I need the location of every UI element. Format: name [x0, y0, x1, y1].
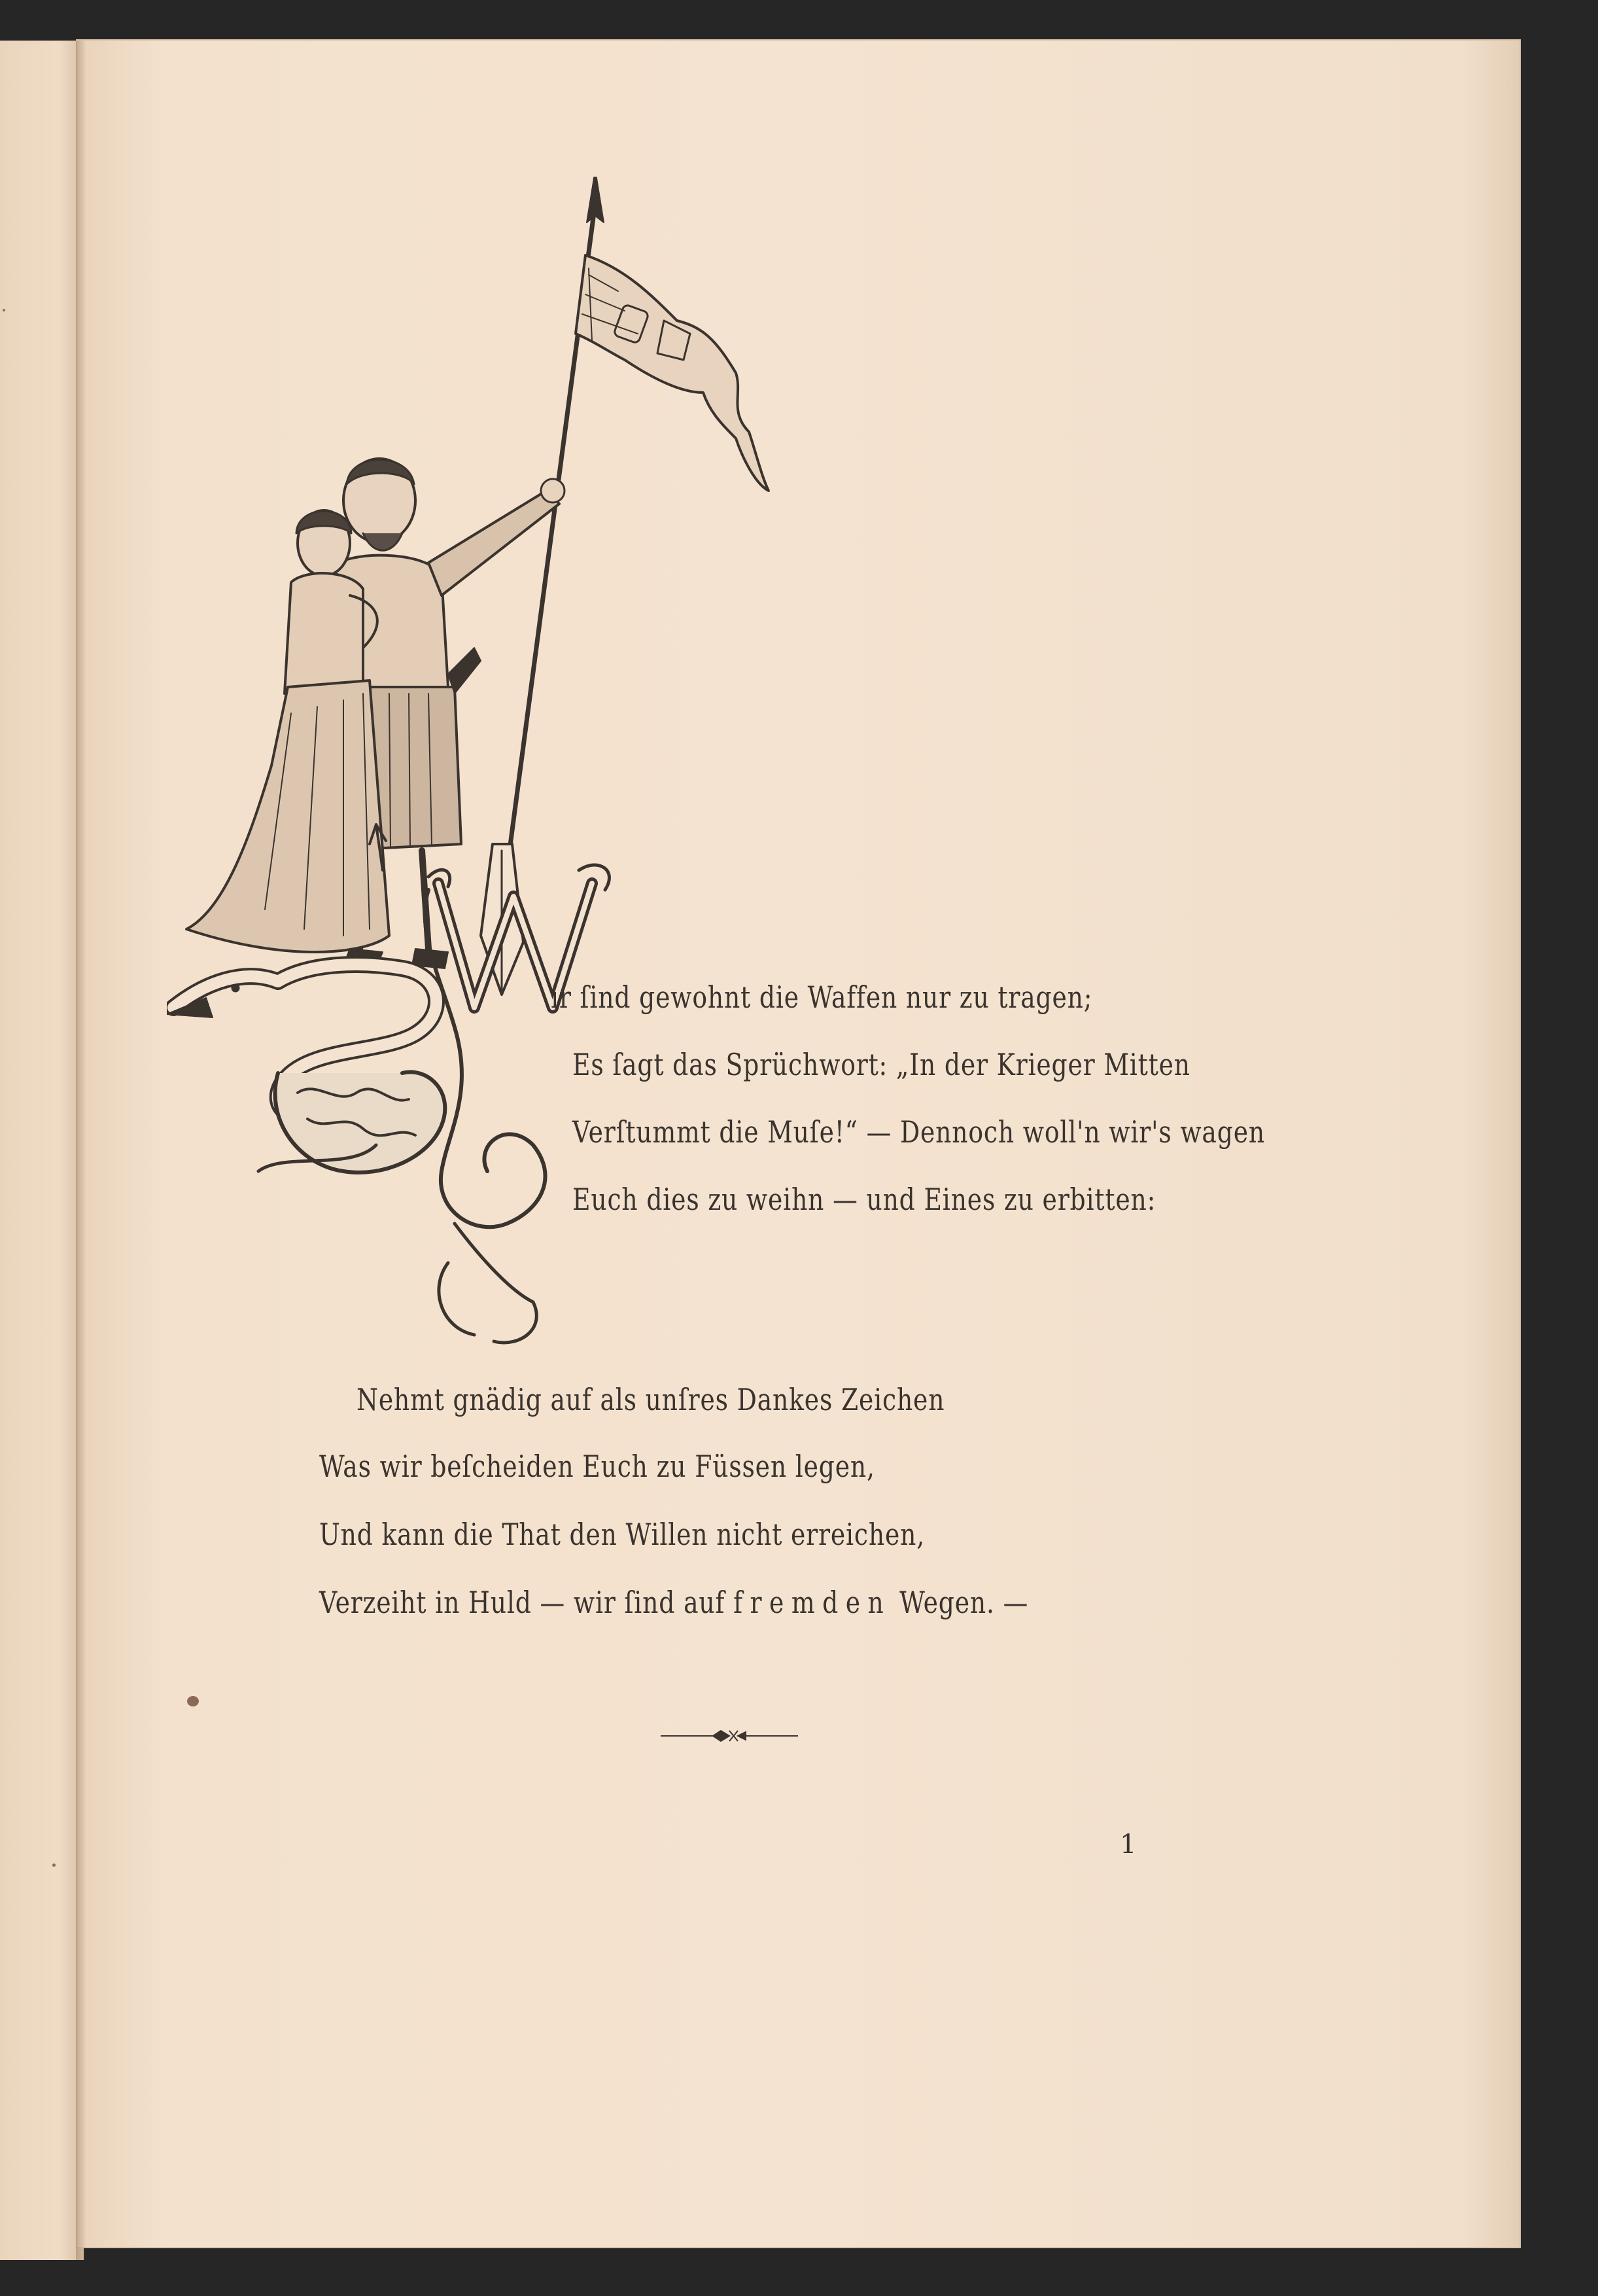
ornament-divider: [661, 1723, 798, 1749]
page-gutter: [76, 41, 86, 2260]
stanza2-line3: Und kann die That den Willen nicht erreichen,: [319, 1517, 926, 1552]
paper-stain: [52, 1863, 56, 1867]
stanza2-line4-spaced: fremden: [733, 1585, 892, 1620]
paper-stain: [3, 309, 5, 311]
stanza2-line4: [319, 1585, 1028, 1620]
stanza2-line4-end: Wegen. —: [891, 1585, 1029, 1620]
stanza1-line1: ir ſind gewohnt die Waffen nur zu tragen;: [551, 980, 1093, 1015]
paper-stain: [187, 1696, 199, 1706]
stanza1-line2: Es ſagt das Sprüchwort: „In der Krieger Mitten: [572, 1047, 1190, 1082]
banner: [576, 255, 769, 491]
stanza1-line3: Verſtummt die Muſe!“ — Dennoch woll'n wir's wagen: [572, 1114, 1265, 1150]
stanza2-line2: Was wir beſcheiden Euch zu Füssen legen,: [319, 1449, 875, 1484]
stanza1-line4: Euch dies zu weihn — und Eines zu erbitten:: [572, 1182, 1156, 1217]
stanza2-line4-start: Verzeiht in Huld — wir ſind auf: [319, 1585, 734, 1620]
left-page-edge: [0, 41, 84, 2260]
stanza2-line1: Nehmt gnädig auf als unſres Dankes Zeichen: [356, 1382, 945, 1417]
page-number: 1: [1120, 1829, 1137, 1860]
